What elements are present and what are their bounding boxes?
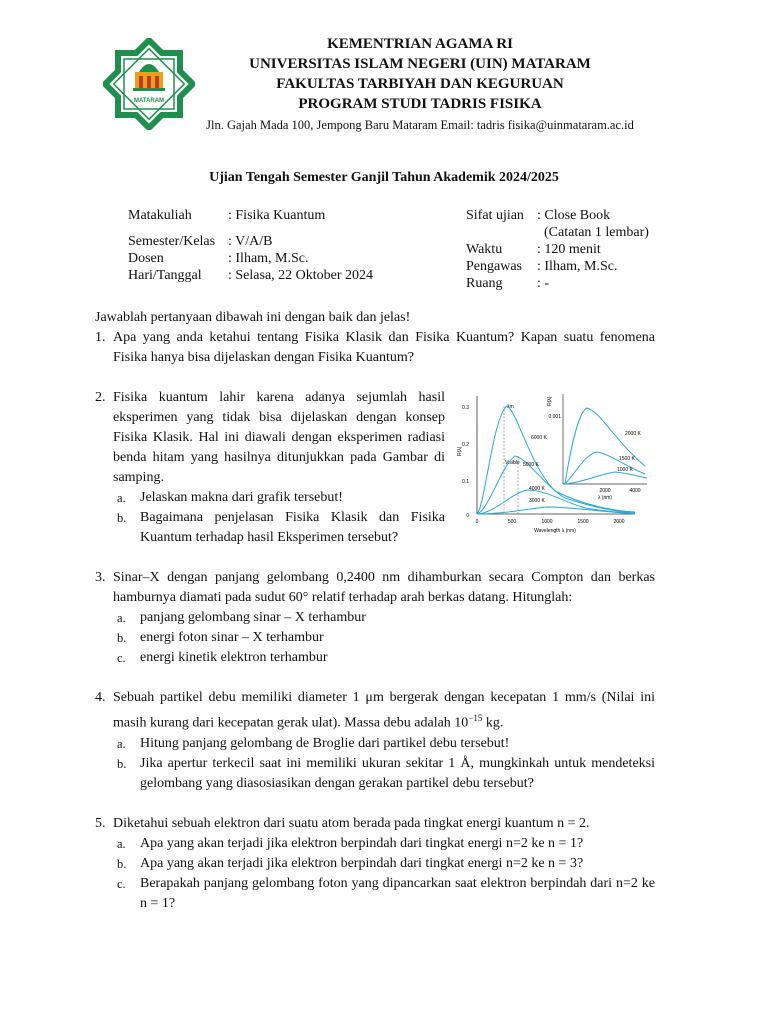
subquestion xyxy=(117,854,655,874)
visible-label: Visible xyxy=(505,460,520,466)
sub-letter: a. xyxy=(117,611,126,625)
info-value: : 120 menit xyxy=(537,242,601,257)
curve-label-3000k: 3000 K xyxy=(529,498,545,504)
sub-letter: c. xyxy=(117,876,126,891)
subquestion xyxy=(117,754,655,794)
y-tick: 0 xyxy=(466,513,469,519)
sub-text: Bagaimana penjelasan Fisika Klasik dan Fisika Kuantum terhadap hasil Eksperimen tersebut? xyxy=(140,510,445,545)
uin-mataram-logo xyxy=(103,38,195,130)
curve-label-6000k: 6000 K xyxy=(531,435,547,441)
sub-letter: a. xyxy=(117,491,126,505)
info-key: Waktu xyxy=(466,242,503,257)
inset-x-axis-label: λ (nm) xyxy=(597,495,613,501)
x-tick: 1500 xyxy=(577,519,589,525)
question-2-block xyxy=(95,388,445,548)
address: Jln. Gajah Mada 100, Jempong Baru Mataram Email: tadris fisika@uinmataram.ac.id xyxy=(206,118,634,132)
sub-text: Jika apertur terkecil saat ini memiliki ukuran sekitar 1 Å, mungkinkah untuk mendeteksi gelombang yang diasosiasikan dengan gerakan partikel debu tersebut? xyxy=(140,755,655,791)
question-text-end: kg. xyxy=(482,715,504,731)
program-name: PROGRAM STUDI TADRIS FISIKA xyxy=(298,96,542,112)
exam-info-left xyxy=(128,207,373,284)
curve-label-4000k: 4000 K xyxy=(529,486,545,492)
letterhead xyxy=(200,34,640,134)
curve-label-5000k: 5000 K xyxy=(523,462,539,468)
ministry-name: KEMENTRIAN AGAMA RI xyxy=(327,36,513,52)
x-tick: 2000 xyxy=(613,519,625,525)
info-value: : Close Book xyxy=(537,208,611,223)
sub-letter: b. xyxy=(117,756,127,771)
sub-text: Berapakah panjang gelombang foton yang dipancarkan saat elektron berpindah dari n=2 ke n = 1? xyxy=(140,875,655,911)
question-4 xyxy=(95,688,655,734)
x-axis-label: Wavelength λ (nm) xyxy=(534,528,576,534)
inset-x-tick: 4000 xyxy=(629,488,641,494)
faculty-name: FAKULTAS TARBIYAH DAN KEGURUAN xyxy=(276,76,564,92)
question-text: Diketahui sebuah elektron dari suatu atom berada pada tingkat energi kuantum n = 2. xyxy=(113,815,590,831)
curve-5000k xyxy=(477,456,635,514)
sub-letter: b. xyxy=(117,631,127,645)
sub-text: Apa yang akan terjadi jika elektron berpindah dari tingkat energi n=2 ke n = 3? xyxy=(140,855,584,871)
curve-1000k xyxy=(565,472,647,484)
question-text: Sebuah partikel debu memiliki diameter 1 μm bergerak dengan kecepatan 1 mm/s (Nilai ini masih kurang dari kecepatan gerak ulat). Massa debu adalah 10 xyxy=(113,690,655,731)
inset-x-tick: 2000 xyxy=(599,488,611,494)
y-tick: 0.1 xyxy=(462,479,469,485)
subquestion xyxy=(117,648,655,668)
info-value: : Ilham, M.Sc. xyxy=(228,251,309,266)
question-text: Sinar–X dengan panjang gelombang 0,2400 nm dihamburkan secara Compton dan berkas hamburnya diamati pada sudut 60° relatif terhadap arah berkas datang. Hitunglah: xyxy=(113,570,655,605)
question-number: 1. xyxy=(95,330,106,345)
inset-plot xyxy=(547,394,647,501)
main-plot xyxy=(457,396,635,534)
subquestion xyxy=(117,488,445,508)
info-key: Matakuliah xyxy=(128,208,192,223)
curve-label-1000k: 1000 K xyxy=(617,467,633,473)
y-tick: 0.3 xyxy=(462,405,469,411)
subquestion xyxy=(117,628,655,648)
info-value: : Fisika Kuantum xyxy=(228,208,326,223)
curve-2000k xyxy=(565,408,645,484)
peak-wavelength-label: λm xyxy=(507,404,514,410)
info-key: Hari/Tanggal xyxy=(128,268,202,283)
university-name: UNIVERSITAS ISLAM NEGERI (UIN) MATARAM xyxy=(249,56,591,72)
x-tick: 1000 xyxy=(541,519,553,525)
exam-title: Ujian Tengah Semester Ganjil Tahun Akademik 2024/2025 xyxy=(209,170,559,185)
info-value: : - xyxy=(537,276,550,291)
y-tick: 0.2 xyxy=(462,442,469,448)
exam-info-right xyxy=(466,207,649,292)
sub-text: Apa yang akan terjadi jika elektron berpindah dari tingkat energi n=2 ke n = 1? xyxy=(140,835,584,851)
question-5 xyxy=(95,814,655,834)
x-tick: 0 xyxy=(475,519,479,525)
sub-text: panjang gelombang sinar – X terhambur xyxy=(140,610,366,625)
question-text: Fisika kuantum lahir karena adanya sejumlah hasil eksperimen yang tidak bisa dijelaskan dengan konsep Fisika Klasik. Hal ini diawali dengan eksperimen radiasi benda hitam yang hasilnya ditunjukkan pada Gambar di samping. xyxy=(113,390,445,485)
sub-letter: b. xyxy=(117,511,127,525)
info-key: Pengawas xyxy=(466,259,522,274)
inset-y-tick: 0.001 xyxy=(548,414,561,420)
info-value-note: (Catatan 1 lembar) xyxy=(544,225,649,240)
question-text: Apa yang anda ketahui tentang Fisika Klasik dan Fisika Kuantum? Kapan suatu fenomena Fisika hanya bisa dijelaskan dengan Fisika Kuantum? xyxy=(113,330,655,365)
question-number: 5. xyxy=(95,815,106,831)
x-tick: 500 xyxy=(507,519,517,525)
sub-letter: a. xyxy=(117,836,126,851)
subquestion xyxy=(117,508,445,548)
sub-letter: a. xyxy=(117,736,126,751)
info-value: : Ilham, M.Sc. xyxy=(537,259,618,274)
subquestion xyxy=(117,874,655,914)
sub-letter: c. xyxy=(117,651,126,665)
info-key: Ruang xyxy=(466,276,503,291)
question-number: 2. xyxy=(95,390,106,405)
info-value: : Selasa, 22 Oktober 2024 xyxy=(228,268,374,283)
sub-text: Jelaskan makna dari grafik tersebut! xyxy=(140,490,343,505)
info-key: Dosen xyxy=(128,251,164,266)
blackbody-radiation-figure xyxy=(455,386,655,536)
subquestion xyxy=(117,734,655,754)
inset-y-axis-label: R(λ) xyxy=(547,396,553,406)
info-key: Sifat ujian xyxy=(466,208,524,223)
exponent: −15 xyxy=(468,713,483,723)
subquestion xyxy=(117,834,655,854)
logo-text: MATARAM xyxy=(133,98,165,104)
question-1 xyxy=(95,328,655,368)
info-value: : V/A/B xyxy=(228,234,273,249)
question-number: 3. xyxy=(95,570,106,585)
sub-text: energi kinetik elektron terhambur xyxy=(140,650,328,665)
sub-text: Hitung panjang gelombang de Broglie dari partikel debu tersebut! xyxy=(140,735,510,751)
sub-letter: b. xyxy=(117,856,127,871)
subquestion xyxy=(117,608,655,628)
question-2 xyxy=(95,388,445,488)
curve-label-2000k: 2000 K xyxy=(625,431,641,437)
question-3 xyxy=(95,568,655,608)
info-key: Semester/Kelas xyxy=(128,234,216,249)
sub-text: energi foton sinar – X terhambur xyxy=(140,630,324,645)
y-axis-label: R(λ) xyxy=(457,446,463,456)
instruction: Jawablah pertanyaan dibawah ini dengan baik dan jelas! xyxy=(95,310,411,325)
curve-label-1500k: 1500 K xyxy=(619,456,635,462)
question-number: 4. xyxy=(95,690,106,705)
